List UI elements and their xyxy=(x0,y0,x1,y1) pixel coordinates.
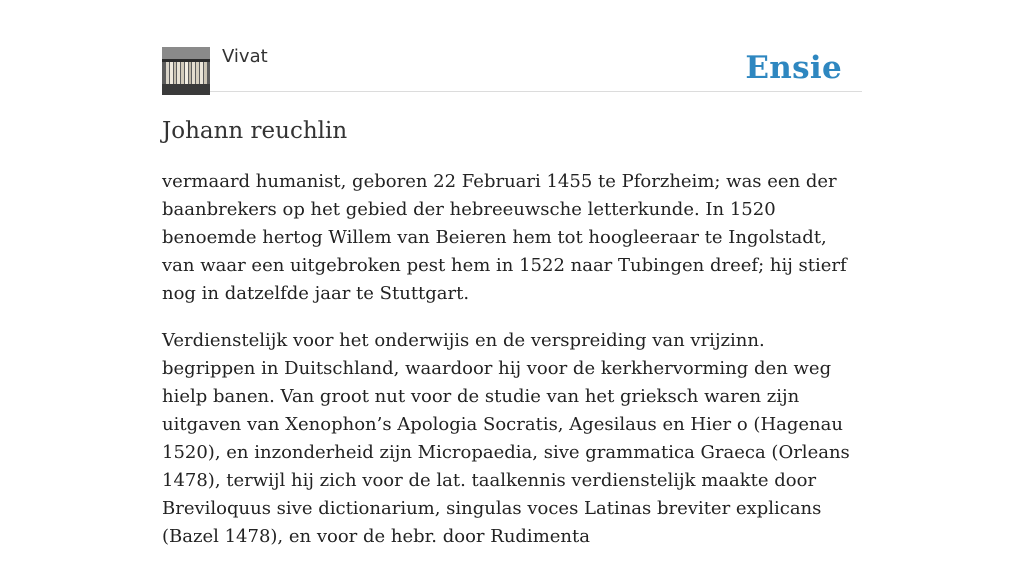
article-title: Johann reuchlin xyxy=(162,118,348,144)
author-name-link[interactable]: Vivat xyxy=(222,46,268,67)
avatar[interactable] xyxy=(162,47,210,95)
article-body xyxy=(162,168,862,570)
article-paragraph: Verdienstelijk voor het onderwijis en de verspreiding van vrijzinn. begrippen in Duitschland, waardoor hij voor de kerkhervorming den weg hielp banen. Van groot nut voor de studie van het grieksch waren zijn uitgaven van Xenophon’s Apologia Socratis, Agesilaus en Hier o (Hagenau 1520), en inzonderheid zijn Micropaedia, sive grammatica Graeca (Orleans 1478), terwijl hij zich voor de lat. taalkennis verdienstelijk maakte door Breviloquus sive dictionarium, singulas voces Latinas breviter explicans (Bazel 1478), en voor de hebr. door Rudimenta xyxy=(162,330,850,547)
header xyxy=(162,0,862,92)
brand-logo-link[interactable]: Ensie xyxy=(745,50,842,86)
page-container xyxy=(162,0,862,547)
article-paragraph: vermaard humanist, geboren 22 Februari 1455 te Pforzheim; was een der baanbrekers op het gebied der hebreeuwsche letterkunde. In 1520 benoemde hertog Willem van Beieren hem tot hoogleeraar te Ingolstadt, van waar een uitgebroken pest hem in 1522 naar Tubingen dreef; hij stierf nog in datzelfde jaar te Stuttgart. xyxy=(162,171,847,304)
books-avatar-icon xyxy=(162,47,210,95)
